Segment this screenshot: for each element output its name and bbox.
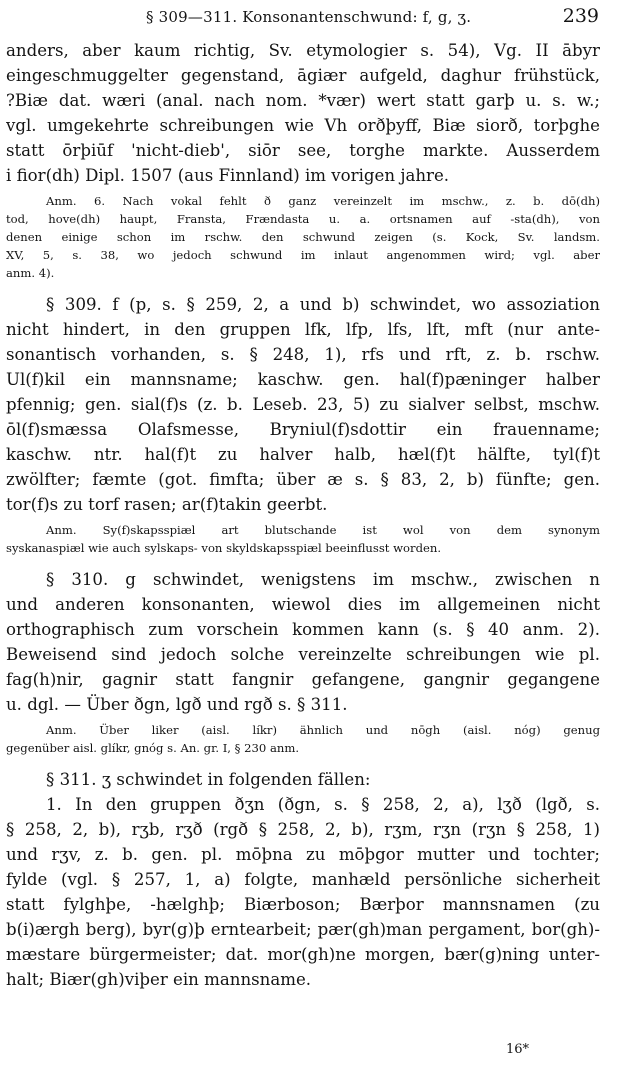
text-line: statt ōrþiūf 'nicht-dieb', siōr see, torghe markte. Ausserdem [6,141,600,160]
text-line: i fior(dh) Dipl. 1507 (aus Finnland) im vorigen jahre. [6,166,450,185]
header-title: § 309—311. Konsonantenschwund: f, g, ʒ. [146,8,472,26]
text-line: anders, aber kaum richtig, Sv. etymologier s. 54), Vg. II ābyr [6,41,600,60]
section-heading-310: § 310. g schwindet, wenigstens im mschw., zwischen n [46,570,600,589]
text-line: und rʒv, z. b. gen. pl. mōþna zu mōþgor mutter und tochter; [6,845,600,864]
page-number: 239 [562,5,599,27]
text-line: orthographisch zum vorschein kommen kann (s. § 40 anm. 2). [6,620,600,639]
running-header [0,4,621,28]
note-line: anm. 4). [6,266,55,280]
section-heading-309: § 309. f (p, s. § 259, 2, a und b) schwindet, wo assoziation [46,295,600,314]
text-line: zwölfter; fæmte (got. fimfta; über æ s. § 83, 2, b) fünfte; gen. [6,470,600,489]
text-line: u. dgl. — Über ðgn, lgð und rgð s. § 311. [6,695,348,714]
note-line: Anm. Über liker (aisl. líkr) ähnlich und nōgh (aisl. nóg) genug [46,723,600,737]
section-heading-311: § 311. ʒ schwindet in folgenden fällen: [46,770,371,789]
note-line: syskanaspiæl wie auch sylskaps- von skyldskapsspiæl beeinflusst worden. [6,541,442,555]
text-line: sonantisch vorhanden, s. § 248, 1), rfs und rft, z. b. rschw. [6,345,600,364]
note-line: Anm. Sy(f)skapsspiæl art blutschande ist wol von dem synonym [46,523,600,537]
text-line: fylde (vgl. § 257, 1, a) folgte, manhæld persönliche sicherheit [6,870,600,889]
text-line: b(i)ærgh berg), byr(g)þ erntearbeit; pær(gh)man pergament, bor(gh)- [6,920,600,939]
text-line: halt; Biær(gh)viþer ein mannsname. [6,970,312,989]
text-line: mæstare bürgermeister; dat. mor(gh)ne morgen, bær(g)ning unter- [6,945,600,964]
note-line: Anm. 6. Nach vokal fehlt ð ganz vereinzelt im mschw., z. b. dō(dh) [46,194,600,208]
body-text [6,38,600,992]
text-line: Ul(f)kil ein mannsname; kaschw. gen. hal(f)pæninger halber [6,370,600,389]
note-line: denen einige schon im rschw. den schwund zeigen (s. Kock, Sv. landsm. [6,230,600,244]
text-line: statt fylghþe, -hælghþ; Biærboson; Bærþor mannsnamen (zu [6,895,600,914]
text-line: fag(h)nir, gagnir statt fangnir gefangene, gangnir gegangene [6,670,600,689]
note-line: XV, 5, s. 38, wo jedoch schwund im inlaut angenommen wird; vgl. aber [6,248,600,262]
text-line: 1. In den gruppen ðʒn (ðgn, s. § 258, 2, a), lʒð (lgð, s. [46,795,600,814]
note-line: tod, hove(dh) haupt, Fransta, Frændasta u. a. ortsnamen auf -sta(dh), von [6,212,600,226]
text-line: kaschw. ntr. hal(f)t zu halver halb, hæl(f)t hälfte, tyl(f)t [6,445,600,464]
signature-mark: 16* [505,1042,529,1057]
text-line: pfennig; gen. sial(f)s (z. b. Leseb. 23, 5) zu sialver selbst, mschw. [6,395,600,414]
text-line: nicht hindert, in den gruppen lfk, lfp, lfs, lft, mft (nur ante- [6,320,600,339]
text-line: tor(f)s zu torf rasen; ar(f)takin geerbt. [6,495,328,514]
text-line: eingeschmuggelter gegenstand, āgiær aufgeld, daghur frühstück, [6,66,600,85]
text-line: Beweisend sind jedoch solche vereinzelte schreibungen wie pl. [6,645,600,664]
text-line: § 258, 2, b), rʒb, rʒð (rgð § 258, 2, b), rʒm, rʒn (rʒn § 258, 1) [6,820,600,839]
text-line: vgl. umgekehrte schreibungen wie Vh orðþyff, Biæ siorð, torþghe [6,116,600,135]
text-line: ?Biæ dat. wæri (anal. nach nom. *vær) wert statt garþ u. s. w.; [6,91,600,110]
text-line: und anderen konsonanten, wiewol dies im allgemeinen nicht [6,595,600,614]
text-line: ōl(f)smæssa Olafsmesse, Bryniul(f)sdottir ein frauenname; [6,420,600,439]
note-line: gegenüber aisl. glíkr, gnóg s. An. gr. I, § 230 anm. [6,741,300,755]
